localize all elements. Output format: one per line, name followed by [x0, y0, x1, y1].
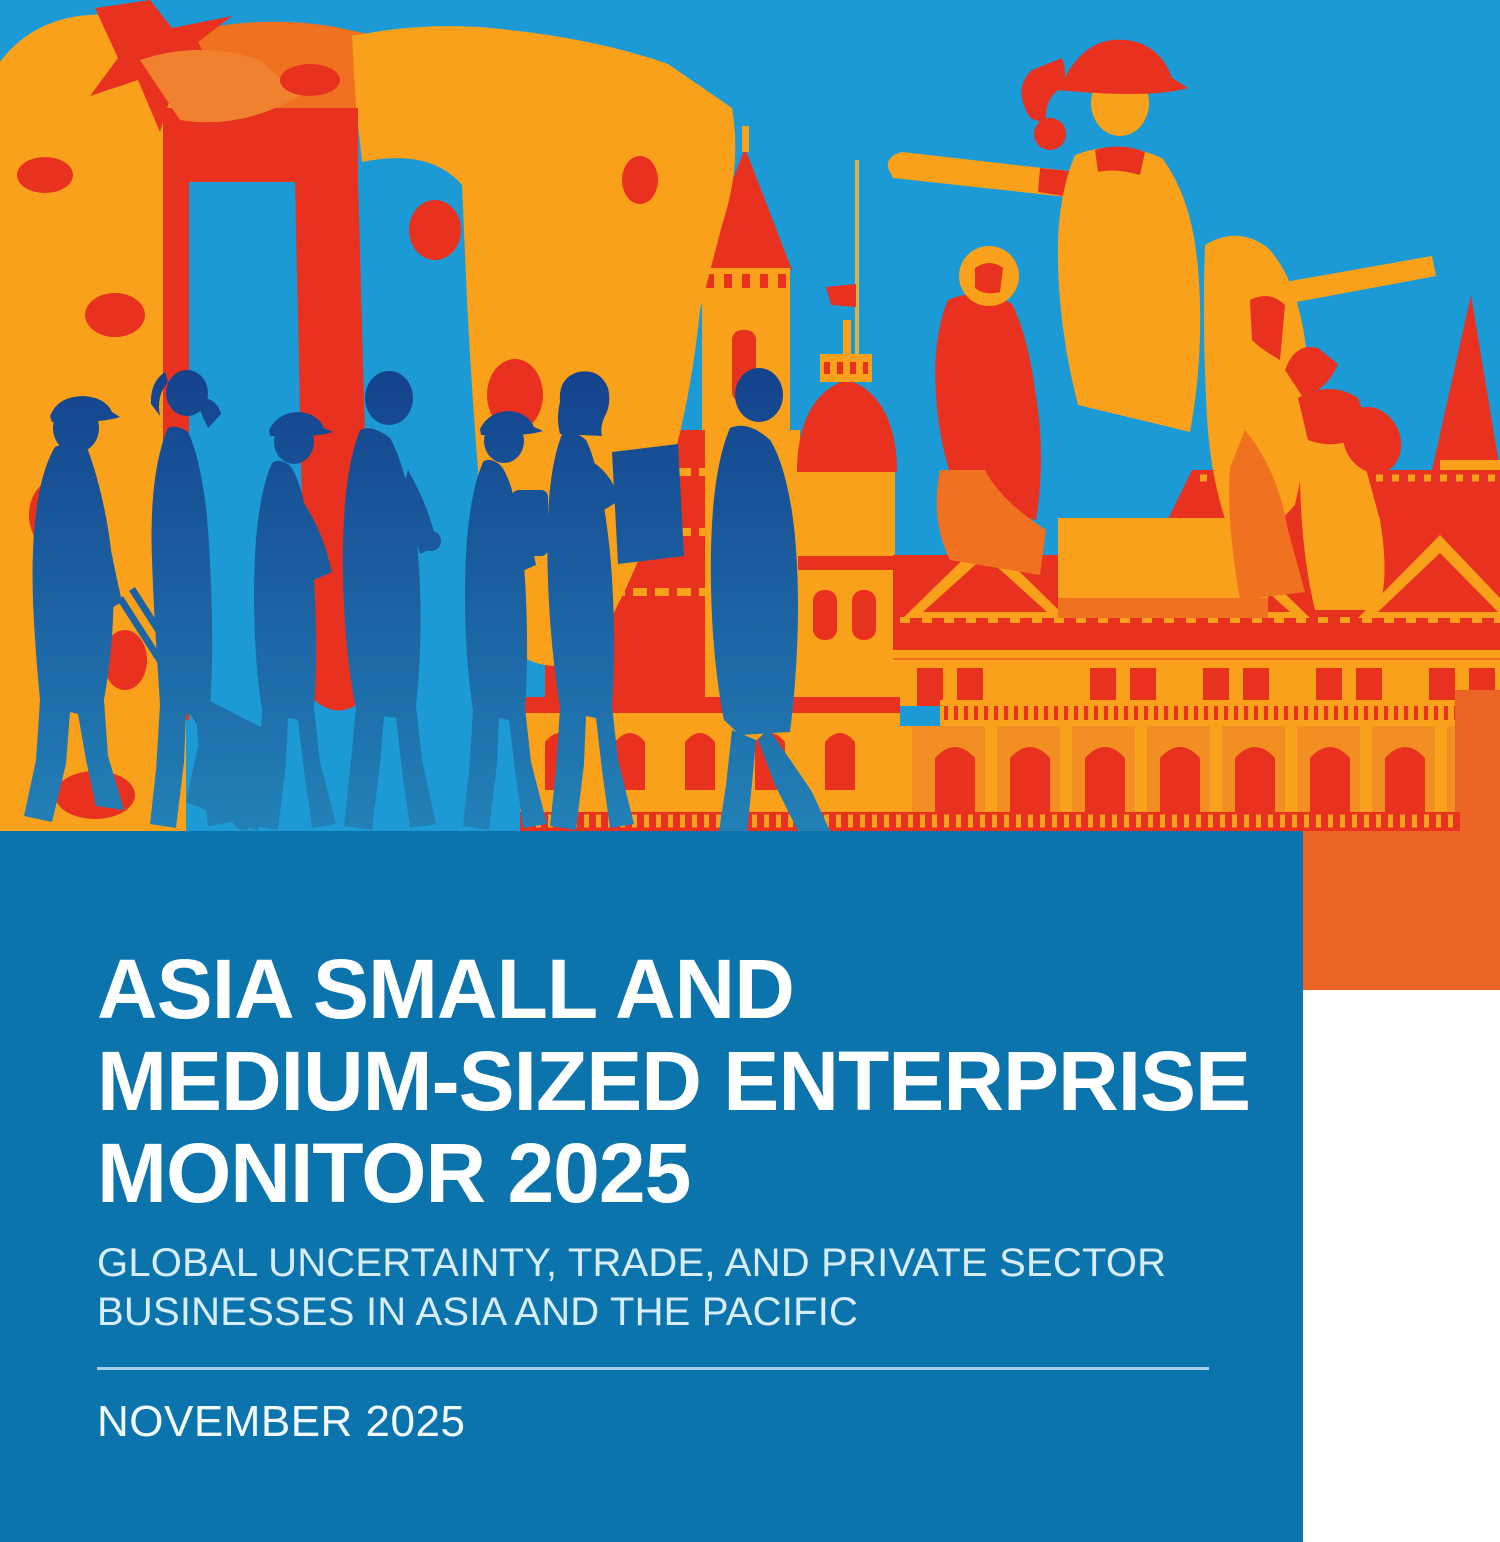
- title-line-2: MEDIUM-SIZED ENTERPRISE: [97, 1034, 1251, 1128]
- title-line-3: MONITOR 2025: [97, 1126, 691, 1220]
- flagpole: [855, 160, 859, 370]
- report-subtitle: [97, 1239, 1233, 1337]
- panel-content: [0, 831, 1303, 1448]
- accent-orange-block: [1302, 831, 1500, 990]
- title-line-1: ASIA SMALL AND: [97, 942, 794, 1036]
- title-panel: [0, 831, 1303, 1542]
- subtitle-line-2: BUSINESSES IN ASIA AND THE PACIFIC: [97, 1290, 859, 1334]
- divider-rule: [97, 1367, 1209, 1370]
- subtitle-line-1: GLOBAL UNCERTAINTY, TRADE, AND PRIVATE SECTOR: [97, 1241, 1167, 1285]
- report-title: [97, 942, 1251, 1220]
- publication-date: NOVEMBER 2025: [97, 1397, 466, 1446]
